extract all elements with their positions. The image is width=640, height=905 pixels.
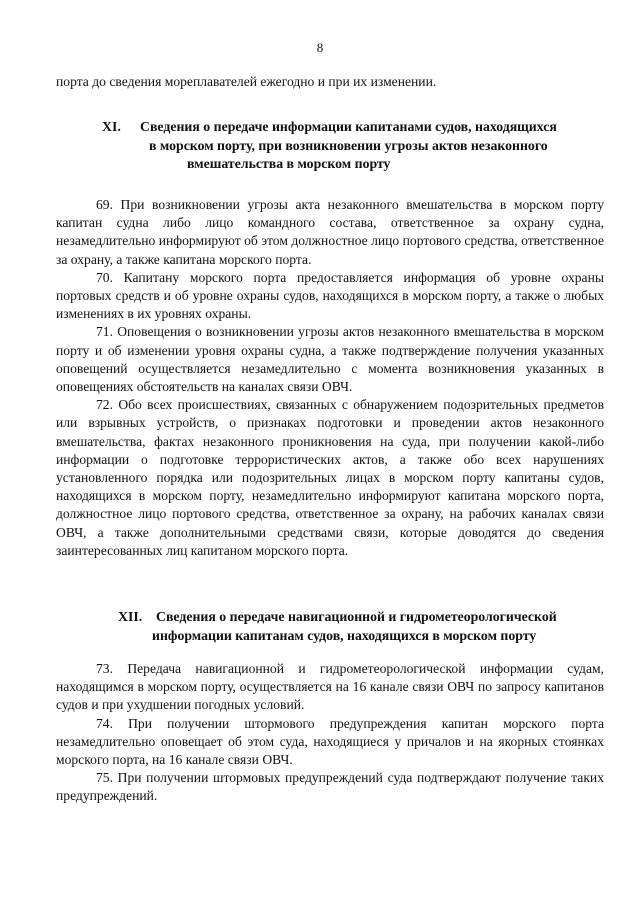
page-number: 8 bbox=[316, 40, 324, 55]
section-12-heading bbox=[56, 608, 604, 645]
section-11-title-line-2: в морском порту, при возникновении угрозы актов незаконного bbox=[149, 137, 548, 153]
section-11-numeral: XI. bbox=[102, 119, 121, 134]
paragraph-74: 74. При получении штормового предупреждения капитан морского порта незамедлительно оповещает об этом суда, находящиеся у причалов и на якорных стоянках морского порта, на 16 канале связи ОВЧ. bbox=[56, 715, 604, 768]
section-11-title-line-1: Сведения о передаче информации капитанами судов, находящихся bbox=[140, 119, 557, 134]
section-12-numeral: XII. bbox=[118, 609, 143, 624]
paragraph-70: 70. Капитану морского порта предоставляется информация об уровне охраны портовых средств и об уровне охраны судов, находящихся в морском порту, а также о любых изменениях в их уровнях охраны. bbox=[56, 269, 604, 322]
paragraph-71: 71. Оповещения о возникновении угрозы актов незаконного вмешательства в морском порту и об изменении уровня охраны судна, а также подтверждение получения указанных оповещений осуществляется незамедлительно с момента возникновения указанных в оповещениях обстоятельств на каналах связи ОВЧ. bbox=[56, 324, 604, 395]
section-11-heading bbox=[56, 118, 604, 174]
continuation-text: порта до сведения мореплавателей ежегодно и при их изменении. bbox=[56, 74, 437, 89]
section-12-body bbox=[56, 660, 604, 806]
paragraph-72: 72. Обо всех происшествиях, связанных с обнаружением подозрительных предметов или взрывных устройств, о признаках подготовки и проведении актов незаконного вмешательства, фактах незаконного проникновения на суда, при получении какой-либо информации о подготовке террористических актов, а также обо всех нарушениях установленного порядка или подозрительных лицах в морском порту капитаны судов, находящихся в морском порту, незамедлительно информируют капитана морского порта, должностное лицо портового средства, ответственное за охрану, на рабочих каналах связи ОВЧ, а также дополнительными средствами связи, которые доводятся до сведения заинтересованных лиц капитаном морского порта. bbox=[56, 397, 604, 558]
section-12-title-line-1: Сведения о передаче навигационной и гидрометеорологической bbox=[156, 609, 557, 624]
section-11-title-line-3: вмешательства в морском порту bbox=[187, 156, 391, 171]
section-12-title-line-2: информации капитанам судов, находящихся в морском порту bbox=[152, 627, 537, 643]
paragraph-73: 73. Передача навигационной и гидрометеорологической информации судам, находящимся в морском порту, осуществляется на 16 канале связи ОВЧ по запросу капитанов судов и при ухудшении погодных условий. bbox=[56, 661, 604, 713]
paragraph-69: 69. При возникновении угрозы акта незаконного вмешательства в морском порту капитан судна либо лицо командного состава, ответственное за охрану судна, незамедлительно информируют об этом должностное лицо портового средства, ответственное за охрану, а также капитана морского порта. bbox=[56, 197, 605, 267]
section-11-body bbox=[56, 196, 604, 560]
paragraph-75: 75. При получении штормовых предупреждений суда подтверждают получение таких предупреждений. bbox=[56, 770, 604, 804]
